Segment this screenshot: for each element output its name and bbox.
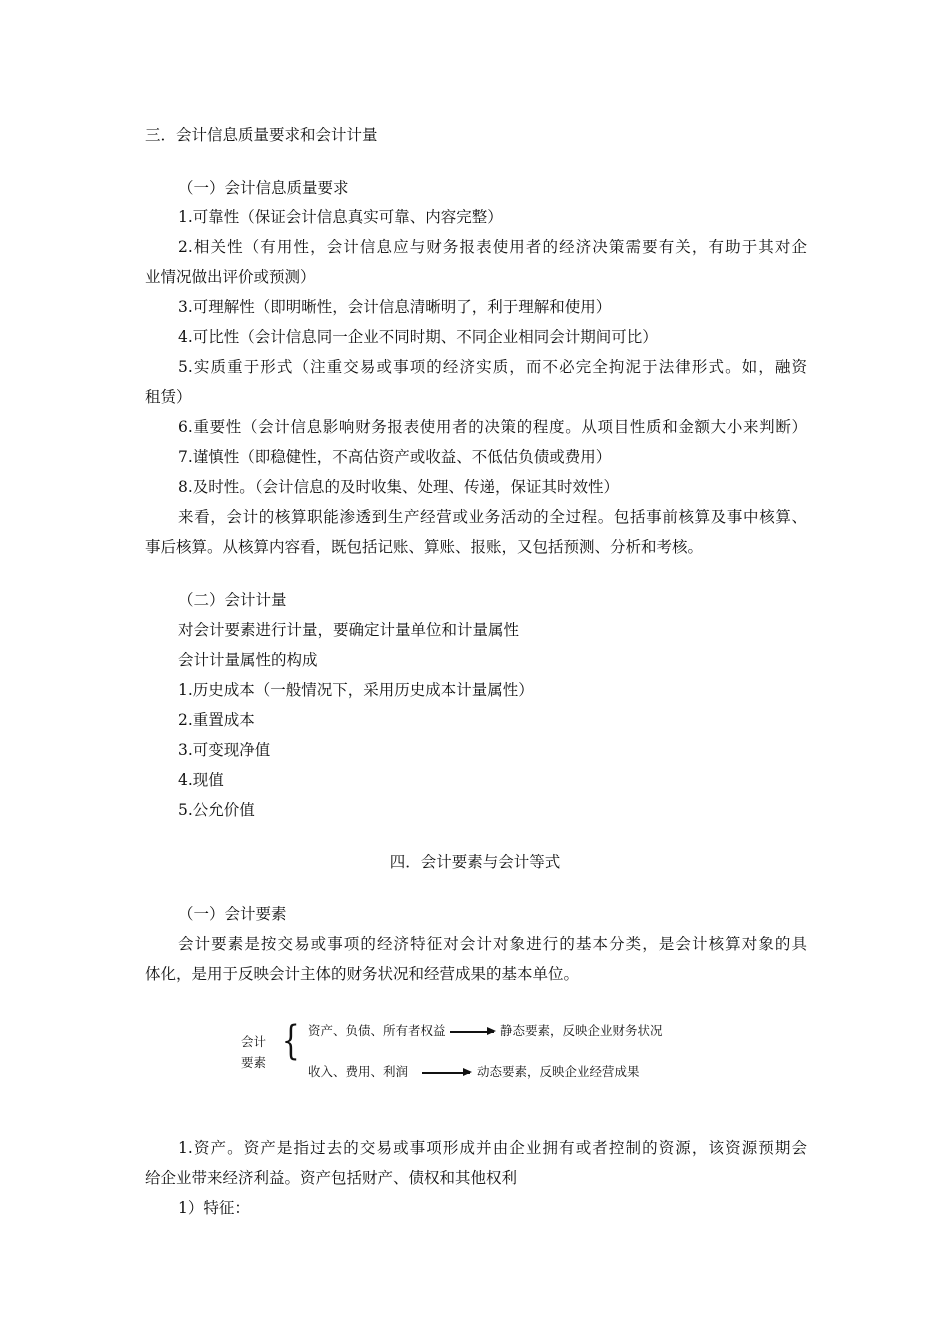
- accounting-elements-diagram: [238, 1018, 668, 1090]
- quality-item-1: 1.可靠性（保证会计信息真实可靠、内容完整）: [178, 208, 503, 226]
- asset-features-label: 1）特征：: [178, 1199, 250, 1217]
- accounting-function-line-2: 事后核算。从核算内容看，既包括记账、算账、报账，又包括预测、分析和考核。: [145, 538, 704, 556]
- quality-item-2: 2.相关性（有用性，会计信息应与财务报表使用者的经济决策需要有关，有助于其对企: [178, 238, 807, 256]
- diagram-root-line-2: 要素: [241, 1055, 267, 1070]
- section-3-title: 三．会计信息质量要求和会计计量: [145, 126, 378, 144]
- measurement-item-1: 1.历史成本（一般情况下，采用历史成本计量属性）: [178, 681, 534, 699]
- asset-definition-line-1: 1.资产。资产是指过去的交易或事项形成并由企业拥有或者控制的资源，该资源预期会: [178, 1139, 807, 1157]
- arrow-right-icon: [450, 1031, 494, 1033]
- arrow-right-icon: [422, 1072, 470, 1074]
- diagram-dynamic-desc: 动态要素，反映企业经营成果: [477, 1064, 640, 1079]
- subsection-measurement-title: （二）会计计量: [178, 591, 287, 609]
- quality-item-5-cont: 租赁）: [145, 388, 192, 406]
- diagram-root-line-1: 会计: [241, 1034, 267, 1049]
- subsection-quality-title: （一）会计信息质量要求: [178, 179, 349, 197]
- asset-definition-line-2: 给企业带来经济利益。资产包括财产、债权和其他权利: [145, 1169, 518, 1187]
- diagram-static-elements: 资产、负债、所有者权益: [308, 1023, 446, 1038]
- brace-icon: {: [281, 1018, 300, 1064]
- quality-item-2-cont: 业情况做出评价或预测）: [145, 268, 316, 286]
- diagram-static-desc: 静态要素，反映企业财务状况: [500, 1023, 663, 1038]
- measurement-item-2: 2.重置成本: [178, 711, 255, 729]
- section-4-title: 四．会计要素与会计等式: [389, 853, 561, 871]
- elements-intro-line-1: 会计要素是按交易或事项的经济特征对会计对象进行的基本分类，是会计核算对象的具: [178, 935, 807, 953]
- quality-item-4: 4.可比性（会计信息同一企业不同时期、不同企业相同会计期间可比）: [178, 328, 658, 346]
- measurement-line-1: 对会计要素进行计量，要确定计量单位和计量属性: [178, 621, 520, 639]
- elements-intro-line-2: 体化，是用于反映会计主体的财务状况和经营成果的基本单位。: [145, 965, 580, 983]
- quality-item-7: 7.谨慎性（即稳健性，不高估资产或收益、不低估负债或费用）: [178, 448, 612, 466]
- quality-item-5: 5.实质重于形式（注重交易或事项的经济实质，而不必完全拘泥于法律形式。如，融资: [178, 358, 807, 376]
- measurement-item-3: 3.可变现净值: [178, 741, 271, 759]
- quality-item-3: 3.可理解性（即明晰性，会计信息清晰明了，利于理解和使用）: [178, 298, 612, 316]
- diagram-dynamic-elements: 收入、费用、利润: [308, 1064, 409, 1079]
- quality-item-6: 6.重要性（会计信息影响财务报表使用者的决策的程度。从项目性质和金额大小来判断）: [178, 418, 807, 436]
- accounting-function-line-1: 来看，会计的核算职能渗透到生产经营或业务活动的全过程。包括事前核算及事中核算、: [178, 508, 807, 526]
- measurement-line-2: 会计计量属性的构成: [178, 651, 318, 669]
- quality-item-8: 8.及时性。（会计信息的及时收集、处理、传递，保证其时效性）: [178, 478, 620, 496]
- measurement-item-5: 5.公允价值: [178, 801, 255, 819]
- measurement-item-4: 4.现值: [178, 771, 224, 789]
- subsection-elements-title: （一）会计要素: [178, 905, 287, 923]
